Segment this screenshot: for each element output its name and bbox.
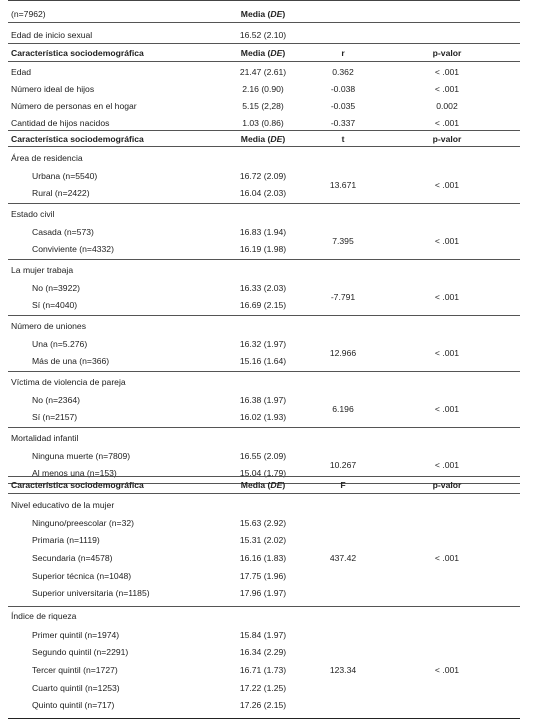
group-title-label: La mujer trabaja	[11, 264, 74, 275]
row-label: No (n=2364)	[32, 394, 81, 405]
group-rows	[8, 626, 520, 714]
group-title-label: Víctima de violencia de pareja	[11, 376, 126, 387]
row-media: 17.96 (1.97)	[239, 588, 287, 599]
header-f: F	[340, 480, 346, 490]
group-rows	[8, 335, 520, 370]
group-pvalue: < .001	[434, 403, 460, 414]
group-pvalue: < .001	[434, 664, 460, 675]
header-r: r	[341, 48, 345, 58]
corr-row	[8, 80, 520, 97]
group-title	[8, 372, 520, 391]
row-media: 15.63 (2.92)	[239, 517, 287, 528]
row-label: Al menos una (n=153)	[32, 468, 117, 479]
header-row-t	[8, 130, 520, 147]
header-media: Media ( DE )	[240, 48, 286, 58]
group	[8, 148, 520, 204]
correlation-block	[8, 63, 520, 131]
row-label: Sí (n=2157)	[32, 412, 78, 423]
group-pvalue: < .001	[434, 291, 460, 302]
table-top-header	[8, 0, 520, 23]
row-label: Primaria (n=1119)	[32, 535, 100, 546]
row-label: Ninguno/preescolar (n=32)	[32, 517, 134, 528]
row-media: 16.38 (1.97)	[239, 394, 287, 405]
media-header: Media ( DE )	[240, 9, 286, 19]
row-media: 16.19 (1.98)	[239, 244, 287, 255]
group-title	[8, 495, 520, 514]
row-p: < .001	[434, 117, 460, 128]
row-label: Ninguna muerte (n=7809)	[32, 450, 131, 461]
group-title-label: Estado civil	[11, 208, 55, 219]
header-row-t-wrap	[8, 130, 520, 147]
row-media: 16.83 (1.94)	[239, 226, 287, 237]
group-title-label: Índice de riqueza	[11, 611, 77, 622]
row-media: 16.34 (2.29)	[239, 647, 287, 658]
row-media: 17.75 (1.96)	[239, 570, 287, 581]
row-label: Cuarto quintil (n=1253)	[32, 682, 120, 693]
group	[8, 204, 520, 260]
group-pvalue: < .001	[434, 235, 460, 246]
group	[8, 372, 520, 428]
row-label: Urbana (n=5540)	[32, 170, 98, 181]
group-rows	[8, 391, 520, 426]
group-pvalue: < .001	[434, 179, 460, 190]
row-label: Secundaria (n=4578)	[32, 552, 113, 563]
row-media: 16.33 (2.03)	[239, 282, 287, 293]
group-rows	[8, 279, 520, 314]
row-p: < .001	[434, 83, 460, 94]
header-row-r	[8, 45, 520, 62]
row-r: 0.362	[332, 66, 354, 77]
row-media: 16.55 (2.09)	[239, 450, 287, 461]
header-media: Media ( DE )	[240, 480, 286, 490]
onset-age-label: Edad de inicio sexual	[11, 30, 93, 40]
header-t: t	[341, 133, 345, 144]
group-stat: 123.34	[329, 664, 357, 675]
group-title-label: Mortalidad infantil	[11, 432, 79, 443]
group-pvalue: < .001	[434, 347, 460, 358]
group-title	[8, 607, 520, 626]
group	[8, 495, 520, 607]
row-media: 15.31 (2.02)	[239, 535, 287, 546]
group-pvalue: < .001	[434, 553, 460, 563]
row-label: Número ideal de hijos	[11, 83, 95, 94]
group-stat: 437.42	[329, 553, 357, 563]
group-title	[8, 260, 520, 279]
row-label: Rural (n=2422)	[32, 188, 90, 199]
row-media: 15.16 (1.64)	[239, 356, 287, 367]
row-media: 17.22 (1.25)	[239, 682, 287, 693]
row-media: 2.16 (0.90)	[242, 83, 284, 94]
row-label: Primer quintil (n=1974)	[32, 629, 120, 640]
row-label: Número de personas en el hogar	[11, 100, 137, 111]
row-media: 16.72 (2.09)	[239, 170, 287, 181]
corr-row	[8, 63, 520, 80]
group-stat: 10.267	[329, 459, 357, 470]
row-media: 15.84 (1.97)	[239, 629, 287, 640]
row-r: -0.038	[330, 83, 356, 94]
row-media: 15.04 (1.79)	[239, 468, 287, 479]
group	[8, 260, 520, 316]
row-label: Casada (n=573)	[32, 226, 94, 237]
row-r: -0.337	[330, 117, 356, 128]
group-stat: 7.395	[332, 235, 354, 246]
header-row-f-wrap	[8, 476, 520, 494]
group-stat: 6.196	[332, 403, 354, 414]
row-label: No (n=3922)	[32, 282, 81, 293]
group-stat: 13.671	[329, 179, 357, 190]
group-rows	[8, 514, 520, 602]
row-media: 5.15 (2,28)	[242, 100, 284, 111]
header-pvalue: p-valor	[432, 480, 462, 490]
header-pvalue: p-valor	[432, 133, 462, 144]
row-r: -0.035	[330, 100, 356, 111]
group-title	[8, 428, 520, 447]
row-media: 16.16 (1.83)	[239, 552, 287, 563]
header-characteristic: Característica sociodemográfica	[11, 48, 144, 58]
group-stat: -7.791	[330, 291, 356, 302]
group-title-label: Número de uniones	[11, 320, 87, 331]
row-media: 21.47 (2.61)	[239, 66, 287, 77]
row-p: < .001	[434, 66, 460, 77]
row-media: 16.04 (2.03)	[239, 188, 287, 199]
header-row-f	[8, 476, 520, 494]
group-title-label: Área de residencia	[11, 152, 83, 163]
header-pvalue: p-valor	[432, 48, 462, 58]
row-label: Sí (n=4040)	[32, 300, 78, 311]
header-media: Media ( DE )	[240, 133, 286, 144]
corr-row	[8, 114, 520, 131]
row-label: Superior técnica (n=1048)	[32, 570, 132, 581]
group	[8, 316, 520, 372]
row-label: Tercer quintil (n=1727)	[32, 664, 118, 675]
group-stat: 12.966	[329, 347, 357, 358]
row-label: Segundo quintil (n=2291)	[32, 647, 129, 658]
row-media: 16.02 (1.93)	[239, 412, 287, 423]
header-characteristic: Característica sociodemográfica	[11, 133, 144, 144]
t-test-block	[8, 148, 520, 484]
group-rows	[8, 167, 520, 202]
row-media: 16.32 (1.97)	[239, 338, 287, 349]
row-media: 1.03 (0.86)	[242, 117, 284, 128]
onset-age-value: 16.52 (2.10)	[239, 30, 287, 40]
group-rows	[8, 223, 520, 258]
group-title-label: Nivel educativo de la mujer	[11, 499, 115, 510]
row-media: 16.69 (2.15)	[239, 300, 287, 311]
onset-age-row	[8, 27, 520, 44]
corr-row	[8, 97, 520, 114]
row-label: Edad	[11, 66, 32, 77]
group-title	[8, 316, 520, 335]
row-media: 17.26 (2.15)	[239, 700, 287, 711]
row-label: Una (n=5.276)	[32, 338, 88, 349]
group-title	[8, 148, 520, 167]
group-title	[8, 204, 520, 223]
sample-size-label: (n=7962)	[11, 9, 46, 19]
row-media: 16.71 (1.73)	[239, 664, 287, 675]
group-pvalue: < .001	[434, 459, 460, 470]
header-characteristic: Característica sociodemográfica	[11, 480, 144, 490]
row-label: Superior universitaria (n=1185)	[32, 588, 150, 599]
group	[8, 607, 520, 719]
row-label: Más de una (n=366)	[32, 356, 110, 367]
anova-block	[8, 495, 520, 719]
row-label: Conviviente (n=4332)	[32, 244, 114, 255]
row-label: Cantidad de hijos nacidos	[11, 117, 110, 128]
row-p: 0.002	[436, 100, 458, 111]
row-label: Quinto quintil (n=717)	[32, 700, 115, 711]
